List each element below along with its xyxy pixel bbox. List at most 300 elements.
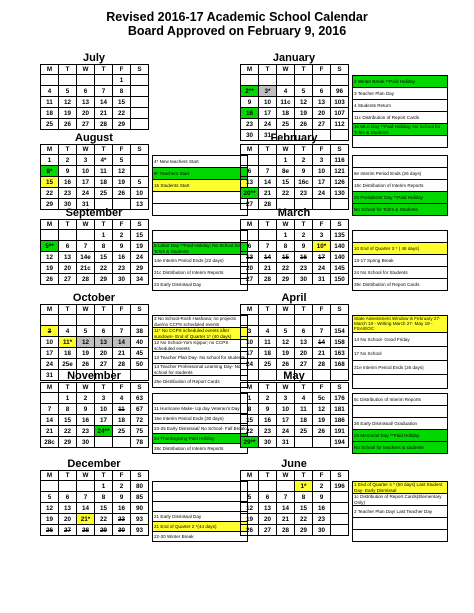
day-count-cell: 116 <box>331 155 349 166</box>
month-name-february: February <box>270 132 318 144</box>
weekday-label: S <box>331 145 349 155</box>
note-row <box>153 279 248 291</box>
month-table-december <box>40 470 149 536</box>
week-row <box>41 359 149 370</box>
day-cell: 29** <box>241 437 259 448</box>
week-row <box>241 415 349 426</box>
day-cell <box>41 393 59 404</box>
note-row <box>153 192 248 204</box>
day-cell <box>95 75 113 86</box>
day-cell: 22 <box>295 514 313 525</box>
day-cell: 20 <box>95 348 113 359</box>
note-text: 21 End of Quarter 2 *(44 days) <box>153 522 248 532</box>
weekday-label: M <box>241 145 259 155</box>
note-row <box>353 180 448 192</box>
week-row <box>41 514 149 525</box>
day-cell: 22 <box>241 426 259 437</box>
note-text: 8* Teachers Start <box>153 168 248 180</box>
day-cell: 22 <box>59 426 77 437</box>
day-count-cell <box>331 492 349 503</box>
weekday-label: F <box>313 471 331 481</box>
day-cell <box>295 437 313 448</box>
month-table-march <box>240 219 349 285</box>
day-cell: 6 <box>95 326 113 337</box>
day-cell: 30 <box>77 437 95 448</box>
day-cell: 14 <box>41 415 59 426</box>
day-cell: 30 <box>113 274 131 285</box>
note-row <box>153 404 248 414</box>
day-cell: 29 <box>295 525 313 536</box>
day-cell: 16 <box>59 177 77 188</box>
day-cell: 15 <box>95 503 113 514</box>
day-cell: 24 <box>277 426 295 437</box>
week-row <box>241 108 349 119</box>
note-row <box>153 376 248 388</box>
week-row <box>41 348 149 359</box>
note-text: 11* No CCPS scheduled events after sundown- End of Quarter 1* (40 days) <box>153 328 248 340</box>
weekday-label: T <box>95 471 113 481</box>
week-row <box>241 359 349 370</box>
day-count-cell: 191 <box>331 426 349 437</box>
day-cell: 23 <box>295 188 313 199</box>
day-cell: 13 <box>241 252 259 263</box>
weekday-label: T <box>95 383 113 393</box>
weekday-header <box>241 383 349 393</box>
note-text: 14 Teacher Professional Learning Day- No school for students <box>153 364 248 376</box>
week-row <box>41 503 149 514</box>
day-cell: 25 <box>277 119 295 130</box>
week-row <box>41 315 149 326</box>
day-cell: 25 <box>259 359 277 370</box>
note-text: 14 No School- Good Friday <box>353 332 448 346</box>
weekday-label: F <box>113 305 131 315</box>
day-cell: 5 <box>41 492 59 503</box>
day-cell <box>295 75 313 86</box>
weekday-header <box>241 220 349 230</box>
day-cell: 28 <box>95 119 113 130</box>
weekday-label: M <box>41 145 59 155</box>
day-cell <box>277 75 295 86</box>
day-cell: 10 <box>259 97 277 108</box>
day-cell <box>259 230 277 241</box>
day-cell: 27 <box>313 119 331 130</box>
note-text: 13 Teacher Plan Day- No school for students <box>153 352 248 364</box>
day-cell <box>77 230 95 241</box>
note-row <box>353 124 448 136</box>
week-row <box>241 166 349 177</box>
day-count-cell: 10 <box>131 188 149 199</box>
weekday-label: S <box>131 383 149 393</box>
week-row <box>41 263 149 274</box>
day-cell <box>241 481 259 492</box>
note-text: 15 Students Start <box>153 180 248 192</box>
weekday-header <box>41 65 149 75</box>
day-cell: 14 <box>277 503 295 514</box>
day-cell: 7 <box>259 166 277 177</box>
day-cell: 22 <box>277 263 295 274</box>
day-cell: 15 <box>95 252 113 263</box>
day-cell: 18 <box>113 415 131 426</box>
day-count-cell <box>131 119 149 130</box>
note-text: 23 Early Dismissal Day <box>153 279 248 291</box>
month-name-june: June <box>281 458 307 470</box>
day-cell: 21 <box>259 188 277 199</box>
month-name-january: January <box>272 52 316 64</box>
day-cell: 9 <box>295 166 313 177</box>
day-cell: 24** <box>95 426 113 437</box>
day-cell: 1 <box>241 393 259 404</box>
note-text: 14e Interim Period Ends (22 days) <box>153 255 248 267</box>
week-row <box>241 393 349 404</box>
day-cell: 13 <box>59 252 77 263</box>
week-row <box>41 241 149 252</box>
day-count-cell: 140 <box>331 241 349 252</box>
day-cell: 12 <box>77 337 95 348</box>
day-cell <box>41 75 59 86</box>
day-cell: 1 <box>113 75 131 86</box>
note-row <box>353 136 448 148</box>
note-row <box>353 231 448 243</box>
day-cell: 24 <box>313 188 331 199</box>
day-cell: 17 <box>313 252 331 263</box>
note-text: 25e Distribution of Report Cards <box>153 376 248 388</box>
day-cell: 24 <box>259 119 277 130</box>
weekday-label: T <box>259 65 277 75</box>
note-text: 2 Teacher Plan Day/ Last Teacher Day <box>353 506 448 518</box>
note-row <box>353 267 448 279</box>
week-row <box>41 188 149 199</box>
day-cell: 8* <box>41 166 59 177</box>
day-cell: 5 <box>277 326 295 337</box>
day-cell: 9 <box>113 241 131 252</box>
month-notes-november <box>152 393 248 454</box>
day-cell: 12 <box>41 503 59 514</box>
day-cell: 25 <box>113 426 131 437</box>
day-cell: 2 <box>259 393 277 404</box>
weekday-label: F <box>313 145 331 155</box>
weekday-label: W <box>277 471 295 481</box>
day-cell <box>41 230 59 241</box>
day-count-cell: 112 <box>331 119 349 130</box>
day-cell: 25 <box>295 426 313 437</box>
day-count-cell: 40 <box>131 337 149 348</box>
note-row <box>353 442 448 454</box>
day-cell: 23 <box>113 263 131 274</box>
day-cell <box>241 230 259 241</box>
weekday-label: M <box>41 65 59 75</box>
month-table-june <box>240 470 349 536</box>
weekday-header <box>41 471 149 481</box>
note-text: 29c Distribution of Report Cards <box>353 279 448 291</box>
day-cell: 21 <box>277 514 295 525</box>
day-count-cell: 196 <box>331 481 349 492</box>
note-row <box>353 374 448 388</box>
week-row <box>41 230 149 241</box>
day-cell: 23 <box>241 119 259 130</box>
day-cell: 12 <box>295 97 313 108</box>
day-cell: 7 <box>95 86 113 97</box>
day-count-cell: 45 <box>131 348 149 359</box>
week-row <box>41 326 149 337</box>
day-cell: 20 <box>241 263 259 274</box>
note-row <box>153 180 248 192</box>
day-cell: 31 <box>259 130 277 141</box>
week-row <box>41 86 149 97</box>
week-row <box>241 348 349 359</box>
note-text: 16e Interim Period Ends (30 days) <box>153 414 248 424</box>
day-cell: 13 <box>77 97 95 108</box>
day-cell: 26 <box>277 359 295 370</box>
day-cell: 29 <box>113 119 131 130</box>
day-cell: 7 <box>313 326 331 337</box>
day-count-cell: 96 <box>331 86 349 97</box>
month-name-september: September <box>65 207 123 219</box>
day-cell: 7 <box>41 404 59 415</box>
day-cell: 24 <box>77 188 95 199</box>
day-count-cell: 103 <box>331 97 349 108</box>
note-text: 10 End of Quarter 3 * ( 46 days) <box>353 243 448 255</box>
day-cell: 12 <box>59 97 77 108</box>
note-text: 21e Interim Period Ends (26 days) <box>353 360 448 374</box>
note-text <box>353 406 448 418</box>
day-count-cell: 163 <box>331 348 349 359</box>
weekday-label: T <box>95 145 113 155</box>
weekday-label: M <box>241 220 259 230</box>
weekday-label: S <box>131 220 149 230</box>
day-cell <box>41 315 59 326</box>
month-table-november <box>40 382 149 448</box>
week-row <box>241 492 349 503</box>
day-cell: 24 <box>313 263 331 274</box>
day-cell: 30 <box>113 525 131 536</box>
day-cell: 9 <box>295 241 313 252</box>
note-text: 24 No School for Students <box>353 267 448 279</box>
day-cell: 6 <box>59 241 77 252</box>
week-row <box>41 177 149 188</box>
note-text: 24 Thanksgiving Paid Holiday <box>153 434 248 444</box>
note-text: 17 No School <box>353 346 448 360</box>
day-count-cell: 19 <box>131 241 149 252</box>
weekday-label: F <box>113 471 131 481</box>
day-count-cell <box>131 166 149 177</box>
day-cell: 8 <box>59 404 77 415</box>
day-cell: 17 <box>313 177 331 188</box>
day-cell: 5 <box>295 86 313 97</box>
day-cell: 24 <box>241 359 259 370</box>
day-cell: 23 <box>59 188 77 199</box>
day-cell: 31 <box>41 370 59 381</box>
week-row <box>241 426 349 437</box>
note-row <box>353 316 448 333</box>
weekday-label: T <box>95 305 113 315</box>
note-row <box>153 522 248 532</box>
note-text: 16 MLK Day **Paid Holiday; No School for Tchrs & Students <box>353 124 448 136</box>
note-row <box>153 492 248 502</box>
day-cell: 10 <box>77 166 95 177</box>
day-cell: 28 <box>259 199 277 210</box>
day-cell: 2 <box>113 481 131 492</box>
day-cell: 27 <box>241 274 259 285</box>
note-text: 28c Distribution of Interim Reports <box>153 444 248 454</box>
day-cell: 8 <box>241 404 259 415</box>
day-cell: 24 <box>41 359 59 370</box>
day-cell: 19 <box>113 177 131 188</box>
weekday-label: W <box>277 383 295 393</box>
day-cell <box>95 315 113 326</box>
day-cell: 2** <box>241 86 259 97</box>
weekday-label: M <box>41 383 59 393</box>
weekday-label: F <box>313 65 331 75</box>
day-cell: 17 <box>41 348 59 359</box>
day-cell: 16 <box>313 503 331 514</box>
day-cell: 21 <box>95 108 113 119</box>
note-row <box>153 394 248 404</box>
day-cell <box>59 75 77 86</box>
day-cell <box>95 437 113 448</box>
note-row <box>353 156 448 168</box>
day-cell: 7 <box>77 492 95 503</box>
week-row <box>41 437 149 448</box>
weekday-label: S <box>331 383 349 393</box>
month-table-january <box>240 64 349 141</box>
weekday-label: T <box>95 65 113 75</box>
note-text <box>153 482 248 492</box>
week-row <box>241 177 349 188</box>
day-cell: 8 <box>95 241 113 252</box>
day-cell <box>313 437 331 448</box>
note-row <box>353 406 448 418</box>
day-cell: 28 <box>313 359 331 370</box>
day-cell: 9 <box>77 404 95 415</box>
note-text <box>353 231 448 243</box>
day-count-cell <box>131 97 149 108</box>
day-cell: 23 <box>77 426 95 437</box>
weekday-label: T <box>259 305 277 315</box>
day-count-cell: 154 <box>331 326 349 337</box>
weekday-label: T <box>259 145 277 155</box>
day-cell: 30 <box>259 437 277 448</box>
day-count-cell: 15 <box>131 230 149 241</box>
weekday-label: T <box>59 145 77 155</box>
weekday-label: S <box>331 471 349 481</box>
day-cell: 27 <box>259 525 277 536</box>
week-row <box>41 166 149 177</box>
day-cell: 6 <box>241 241 259 252</box>
month-table-may <box>240 382 349 448</box>
day-cell: 16 <box>113 503 131 514</box>
month-name-march: March <box>277 207 311 219</box>
note-text <box>353 136 448 148</box>
weekday-header <box>41 383 149 393</box>
day-cell <box>259 75 277 86</box>
note-row <box>353 506 448 518</box>
day-cell: 3 <box>41 326 59 337</box>
day-cell <box>313 315 331 326</box>
day-cell: 6 <box>295 326 313 337</box>
month-name-december: December <box>67 458 121 470</box>
weekday-label: S <box>131 65 149 75</box>
note-row <box>353 494 448 506</box>
day-cell: 17 <box>259 108 277 119</box>
week-row <box>241 525 349 536</box>
day-count-cell: 121 <box>331 166 349 177</box>
weekday-label: T <box>259 383 277 393</box>
month-notes-may <box>352 393 448 454</box>
day-cell: 1 <box>95 481 113 492</box>
weekday-label: S <box>331 220 349 230</box>
note-text <box>153 492 248 502</box>
day-cell: 10 <box>313 166 331 177</box>
day-cell: 16 <box>295 252 313 263</box>
note-text: 11c Distribution of Report Cards <box>353 112 448 124</box>
month-notes-december <box>152 481 248 542</box>
weekday-label: W <box>277 145 295 155</box>
day-count-cell: 93 <box>131 514 149 525</box>
day-cell: 31 <box>77 199 95 210</box>
day-cell: 4 <box>41 86 59 97</box>
day-count-cell: 80 <box>131 481 149 492</box>
day-cell: 1* <box>295 481 313 492</box>
note-row <box>153 316 248 328</box>
day-cell: 6 <box>241 166 259 177</box>
week-row <box>41 492 149 503</box>
day-cell: 17 <box>277 415 295 426</box>
day-cell: 19 <box>41 514 59 525</box>
note-text: 4* New teachers Start <box>153 156 248 168</box>
day-cell: 29 <box>41 199 59 210</box>
day-cell: 10 <box>95 404 113 415</box>
day-cell: 26 <box>295 119 313 130</box>
day-cell: 26 <box>41 525 59 536</box>
note-text: 20 Presidents' Day **Paid Holiday <box>353 192 448 204</box>
weekday-label: M <box>41 220 59 230</box>
day-cell: 10 <box>41 337 59 348</box>
day-cell: 11 <box>259 337 277 348</box>
day-cell <box>277 315 295 326</box>
day-cell: 5 <box>59 86 77 97</box>
note-text: 13-17 Spring Break <box>353 255 448 267</box>
day-cell: 30 <box>241 130 259 141</box>
note-text <box>153 192 248 204</box>
day-cell: 25e <box>59 359 77 370</box>
day-cell: 12 <box>241 503 259 514</box>
note-text: 11 Hurricane Make- Up day Veteran's Day <box>153 404 248 414</box>
week-row <box>241 437 349 448</box>
day-cell: 18 <box>277 108 295 119</box>
calendar-subtitle: Board Approved on February 9, 2016 <box>127 24 347 38</box>
weekday-label: S <box>331 65 349 75</box>
note-row <box>153 243 248 255</box>
day-cell: 13 <box>59 503 77 514</box>
day-count-cell: 24 <box>131 252 149 263</box>
note-text: 26 Early Dismissal/ Graduation <box>353 418 448 430</box>
day-cell: 16c <box>295 177 313 188</box>
day-cell: 5 <box>77 326 95 337</box>
week-row <box>241 97 349 108</box>
week-row <box>41 481 149 492</box>
day-cell <box>59 230 77 241</box>
day-cell: 15 <box>277 252 295 263</box>
note-text: 5c Distribution of Interim Reports <box>353 394 448 406</box>
note-row <box>153 352 248 364</box>
day-cell <box>295 315 313 326</box>
day-cell: 13 <box>259 503 277 514</box>
day-cell: 21 <box>41 426 59 437</box>
day-cell: 15 <box>59 415 77 426</box>
day-count-cell: 78 <box>131 437 149 448</box>
weekday-label: T <box>59 471 77 481</box>
note-row <box>153 204 248 216</box>
